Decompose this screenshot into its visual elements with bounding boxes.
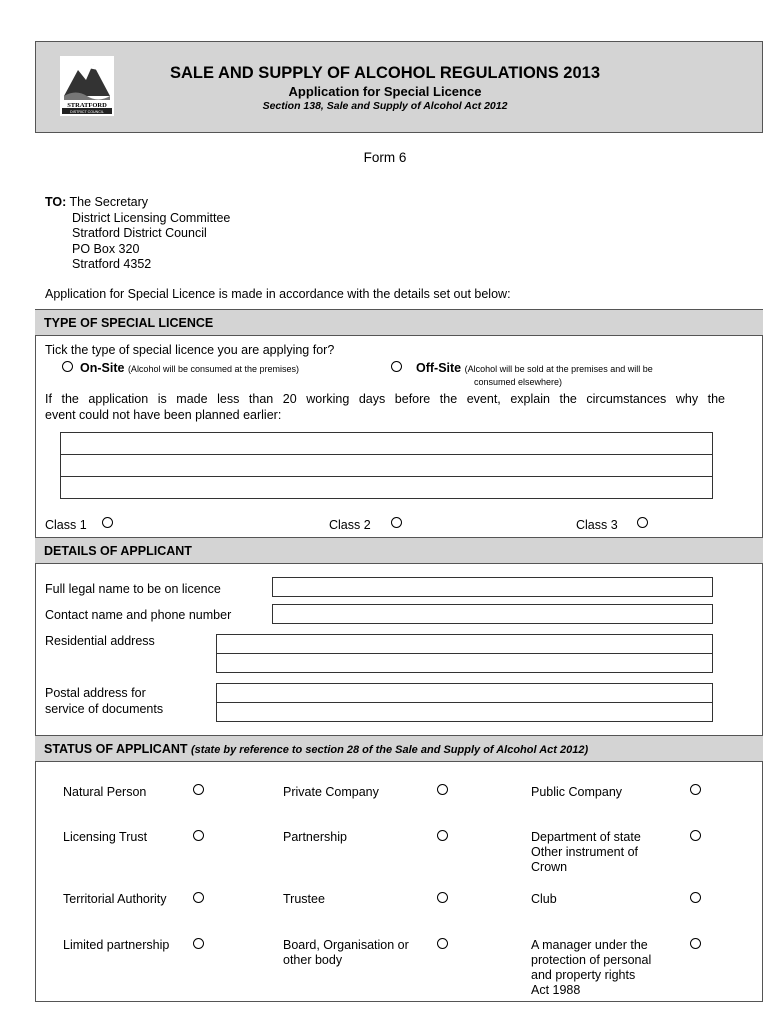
residential-input-1[interactable] xyxy=(216,634,713,654)
onsite-note: (Alcohol will be consumed at the premises) xyxy=(127,364,300,374)
status-partnership-label: Partnership xyxy=(283,830,347,844)
status-trustee-label: Trustee xyxy=(283,892,325,906)
licence-type-question: Tick the type of special licence you are applying for? xyxy=(45,343,335,357)
status-private-company-label: Private Company xyxy=(283,785,379,799)
status-department-radio[interactable] xyxy=(690,830,701,841)
logo-text-main: STRATFORD xyxy=(67,102,107,109)
status-department-line-2: Other instrument of xyxy=(531,845,638,859)
status-natural-person-radio[interactable] xyxy=(193,784,204,795)
offsite-note-2: consumed elsewhere) xyxy=(474,377,563,387)
status-public-company-label: Public Company xyxy=(531,785,623,799)
regulations-title: SALE AND SUPPLY OF ALCOHOL REGULATIONS 2013 xyxy=(170,64,600,82)
postal-input-2[interactable] xyxy=(216,702,713,722)
late-reason-input-3[interactable] xyxy=(60,476,713,499)
status-manager-line-3: and property rights xyxy=(531,968,636,982)
status-territorial-radio[interactable] xyxy=(193,892,204,903)
status-manager-radio[interactable] xyxy=(690,938,701,949)
addressee-line-3: Stratford District Council xyxy=(72,226,207,240)
offsite-note-1: (Alcohol will be sold at the premises and will be xyxy=(464,364,653,374)
status-board-radio[interactable] xyxy=(437,938,448,949)
addressee-line-4: PO Box 320 xyxy=(72,241,140,256)
full-name-input[interactable] xyxy=(272,577,713,597)
section-header-applicant xyxy=(35,537,763,564)
class-2-label: Class 2 xyxy=(329,518,371,532)
status-territorial-label: Territorial Authority xyxy=(63,892,167,906)
form-number: Form 6 xyxy=(363,150,407,165)
status-department-line-1: Department of state xyxy=(531,830,641,844)
contact-input[interactable] xyxy=(272,604,713,624)
status-private-company-radio[interactable] xyxy=(437,784,448,795)
status-limited-partnership-radio[interactable] xyxy=(193,938,204,949)
status-partnership-radio[interactable] xyxy=(437,830,448,841)
status-board-line-2: other body xyxy=(283,953,343,967)
act-section: Section 138, Sale and Supply of Alcohol Act 2012 xyxy=(262,100,508,112)
status-club-radio[interactable] xyxy=(690,892,701,903)
late-reason-input-2[interactable] xyxy=(60,454,713,477)
residential-input-2[interactable] xyxy=(216,653,713,673)
status-board-line-1: Board, Organisation or xyxy=(283,938,409,952)
addressee-block xyxy=(45,195,230,273)
class-1-label: Class 1 xyxy=(45,518,87,532)
onsite-option xyxy=(80,361,299,375)
status-public-company-radio[interactable] xyxy=(690,784,701,795)
to-label: TO: xyxy=(45,195,67,209)
applicant-heading: DETAILS OF APPLICANT xyxy=(44,544,192,558)
status-department-line-3: Crown xyxy=(531,860,568,874)
status-licensing-trust-label: Licensing Trust xyxy=(63,830,148,844)
status-board-label xyxy=(283,938,409,968)
full-name-label: Full legal name to be on licence xyxy=(45,582,221,596)
status-manager-line-4: Act 1988 xyxy=(531,983,581,997)
class-3-radio[interactable] xyxy=(637,517,648,528)
class-1-radio[interactable] xyxy=(102,517,113,528)
status-licensing-trust-radio[interactable] xyxy=(193,830,204,841)
offsite-label: Off-Site xyxy=(416,361,462,375)
late-application-line-2: event could not have been planned earlier: xyxy=(45,408,282,422)
late-reason-input-1[interactable] xyxy=(60,432,713,455)
status-natural-person-label: Natural Person xyxy=(63,785,147,799)
residential-label: Residential address xyxy=(45,634,155,648)
offsite-radio[interactable] xyxy=(391,361,402,372)
onsite-label: On-Site xyxy=(80,361,125,375)
status-department-label xyxy=(531,830,641,875)
postal-label-2: service of documents xyxy=(45,702,164,716)
addressee-line-2: District Licensing Committee xyxy=(72,210,231,225)
postal-input-1[interactable] xyxy=(216,683,713,703)
section-header-status xyxy=(35,735,763,762)
offsite-option xyxy=(416,361,653,375)
class-3-label: Class 3 xyxy=(576,518,618,532)
intro-text: Application for Special Licence is made in accordance with the details set out below: xyxy=(45,287,511,301)
status-trustee-radio[interactable] xyxy=(437,892,448,903)
status-manager-line-1: A manager under the xyxy=(531,938,648,952)
contact-label: Contact name and phone number xyxy=(45,608,232,622)
status-heading: STATUS OF APPLICANT xyxy=(44,742,188,756)
status-limited-partnership-label: Limited partnership xyxy=(63,938,170,952)
council-logo-icon xyxy=(60,56,114,116)
status-manager-line-2: protection of personal xyxy=(531,953,652,967)
status-club-label: Club xyxy=(531,892,557,906)
class-2-radio[interactable] xyxy=(391,517,402,528)
onsite-radio[interactable] xyxy=(62,361,73,372)
status-manager-label xyxy=(531,938,651,998)
application-subtitle: Application for Special Licence xyxy=(288,84,482,99)
section-header-type xyxy=(35,309,763,336)
late-application-line-1: If the application is made less than 20 working days before the event, explain the circumstances why the xyxy=(45,392,725,406)
status-heading-note: (state by reference to section 28 of the Sale and Supply of Alcohol Act 2012) xyxy=(191,744,589,756)
logo-text-sub: DISTRICT COUNCIL xyxy=(70,110,104,114)
type-heading: TYPE OF SPECIAL LICENCE xyxy=(44,316,214,330)
postal-label-1: Postal address for xyxy=(45,686,146,700)
addressee-line-1: The Secretary xyxy=(69,195,149,209)
addressee-line-5: Stratford 4352 xyxy=(72,257,152,271)
